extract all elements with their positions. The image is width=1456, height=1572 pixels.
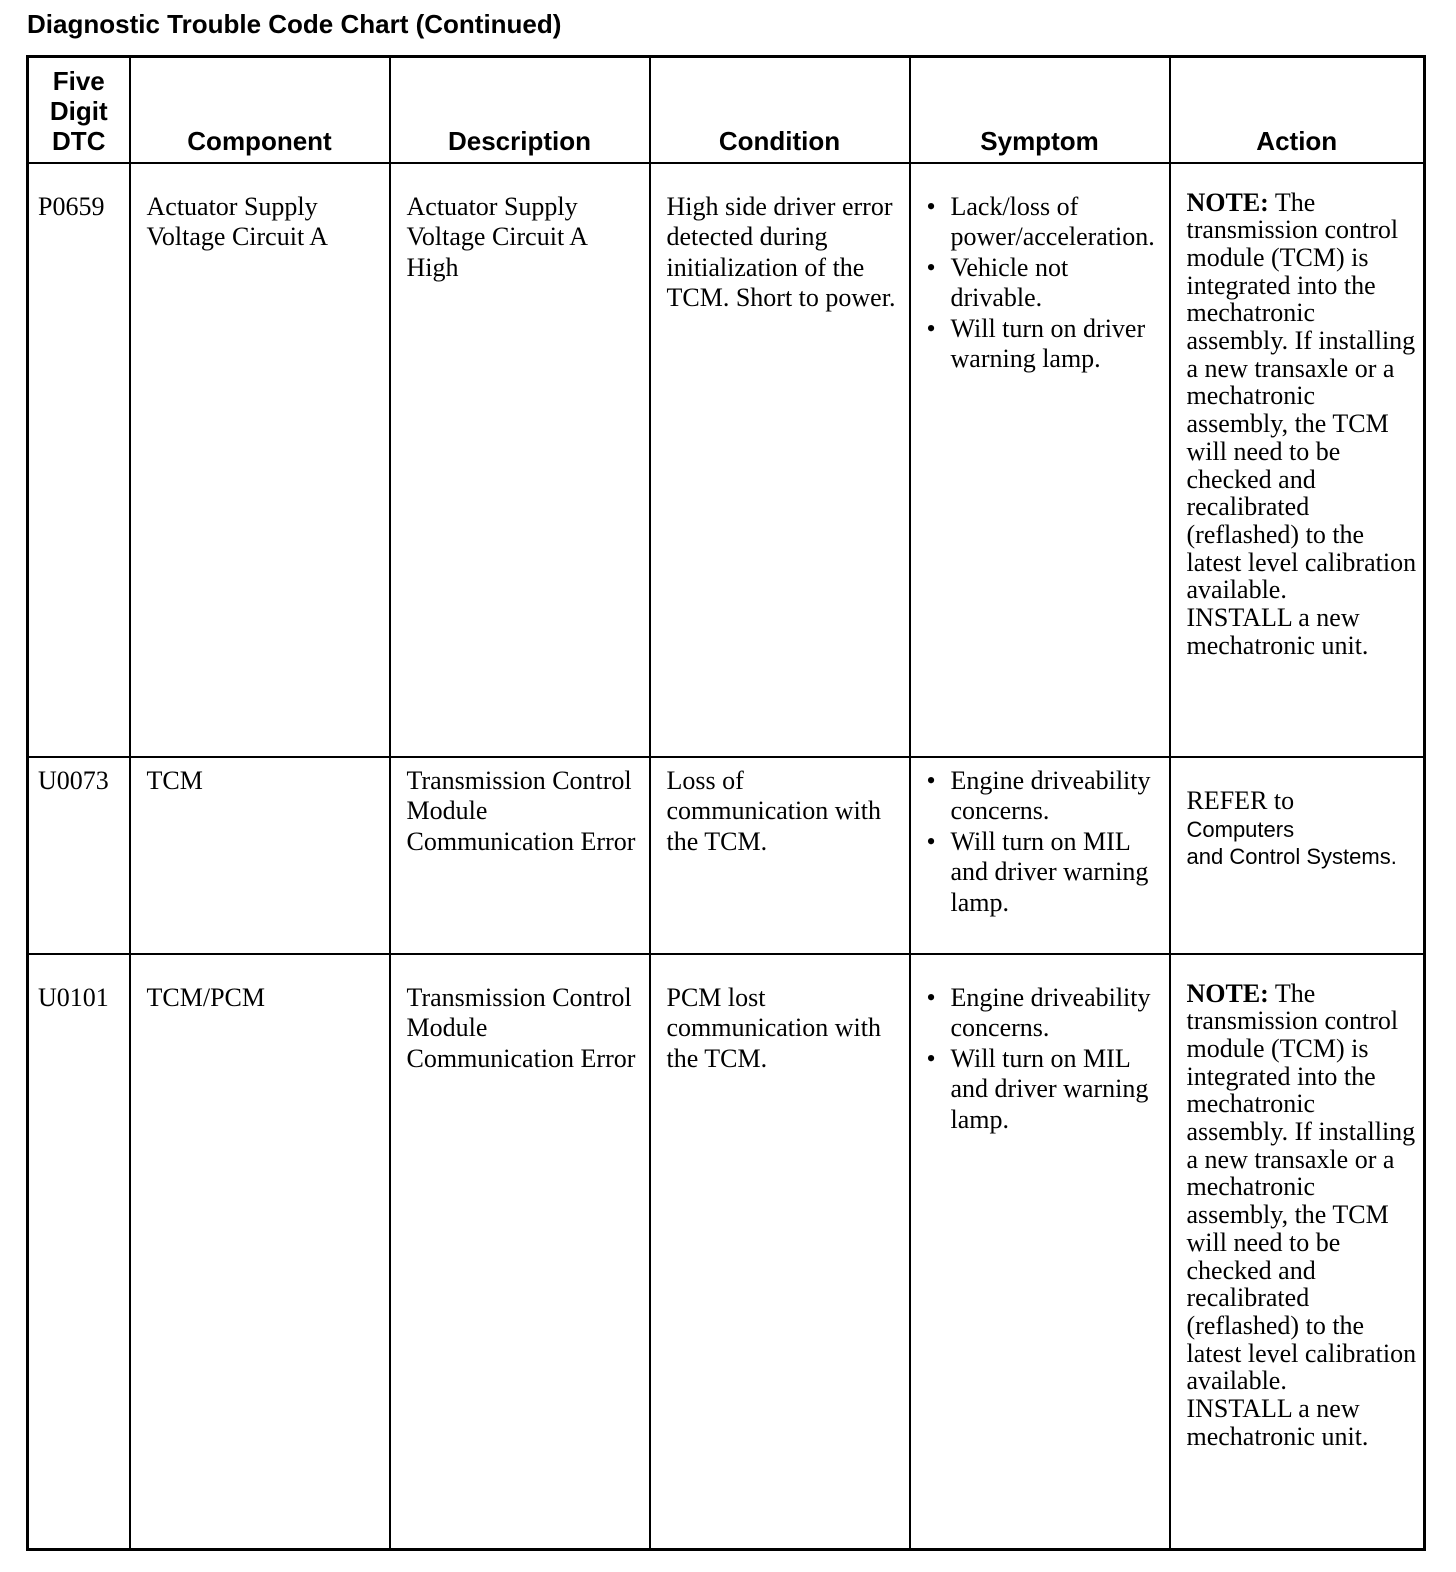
symptom-list (927, 766, 1161, 919)
symptom-list (927, 192, 1161, 375)
action-instruction: INSTALL a new mechatronic unit. (1186, 1394, 1369, 1451)
table-row (28, 163, 1425, 757)
refer-link-line-1[interactable]: Computers (1186, 817, 1295, 842)
header-description: Description (390, 57, 650, 163)
refer-link-line-2[interactable]: and Control Systems. (1186, 844, 1397, 869)
cell-component: TCM (130, 757, 390, 954)
cell-condition: High side driver error detected during initialization of the TCM. Short to power. (650, 163, 910, 757)
symptom-item: • Will turn on driver warning lamp. (927, 314, 1161, 375)
cell-component: Actuator Supply Voltage Circuit A (130, 163, 390, 757)
cell-component: TCM/PCM (130, 954, 390, 1550)
header-action: Action (1170, 57, 1425, 163)
dtc-chart-table (26, 55, 1426, 1551)
header-dtc-line-3: DTC (52, 125, 106, 156)
header-component: Component (130, 57, 390, 163)
symptom-item: • Engine driveability concerns. (927, 766, 1161, 827)
cell-description: Actuator Supply Voltage Circuit A High (390, 163, 650, 757)
refer-text: REFER to (1186, 785, 1295, 815)
table-row (28, 954, 1425, 1550)
header-dtc-line-1: Five (52, 65, 105, 96)
cell-symptom (910, 163, 1170, 757)
header-five-digit-dtc (28, 57, 130, 163)
symptom-item: • Vehicle not drivable. (927, 253, 1161, 314)
note-text: The transmission control module (TCM) is integrated into the mechatronic assembly. If installing a new transaxle or a mechatronic assembly, the TCM will need to be checked and recalibrated (reflashed) to the latest level calibration available. (1186, 187, 1417, 605)
header-dtc-line-2: Digit (49, 95, 108, 126)
symptom-item: • Will turn on MIL and driver warning lamp. (927, 1044, 1161, 1136)
note-label: NOTE: (1186, 187, 1269, 217)
header-symptom: Symptom (910, 57, 1170, 163)
page-title: Diagnostic Trouble Code Chart (Continued) (27, 9, 562, 39)
cell-action (1170, 163, 1425, 757)
header-condition: Condition (650, 57, 910, 163)
cell-symptom (910, 757, 1170, 954)
cell-condition: Loss of communication with the TCM. (650, 757, 910, 954)
note-text: The transmission control module (TCM) is integrated into the mechatronic assembly. If installing a new transaxle or a mechatronic assembly, the TCM will need to be checked and recalibrated (reflashed) to the latest level calibration available. (1186, 978, 1417, 1396)
header-row (28, 57, 1425, 163)
cell-description: Transmission Control Module Communication Error (390, 757, 650, 954)
note-label: NOTE: (1186, 978, 1269, 1008)
symptom-item: • Engine driveability concerns. (927, 983, 1161, 1044)
cell-dtc-code: U0101 (28, 954, 130, 1550)
cell-action (1170, 954, 1425, 1550)
cell-condition: PCM lost communication with the TCM. (650, 954, 910, 1550)
cell-dtc-code: P0659 (28, 163, 130, 757)
symptom-item: • Lack/loss of power/acceleration. (927, 192, 1161, 253)
action-instruction: INSTALL a new mechatronic unit. (1186, 603, 1369, 660)
cell-dtc-code: U0073 (28, 757, 130, 954)
cell-description: Transmission Control Module Communication Error (390, 954, 650, 1550)
symptom-list (927, 983, 1161, 1136)
table-row (28, 757, 1425, 954)
cell-action (1170, 757, 1425, 954)
symptom-item: • Will turn on MIL and driver warning lamp. (927, 827, 1161, 919)
cell-symptom (910, 954, 1170, 1550)
